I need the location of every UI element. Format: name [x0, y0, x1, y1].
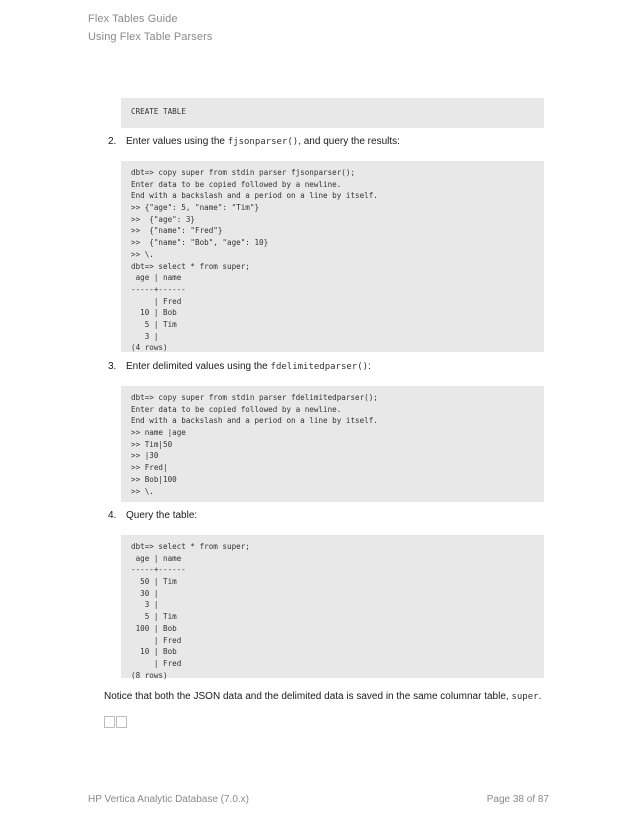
code-line: 100 | Bob: [131, 623, 177, 633]
section-title: Using Flex Table Parsers: [88, 31, 213, 43]
footer-product: HP Vertica Analytic Database (7.0.x): [88, 794, 250, 805]
step-text: Query the table:: [126, 510, 198, 521]
note-code: super: [511, 692, 539, 702]
note-text: Notice that both the JSON data and the delimited data is saved in the same columnar table,: [104, 691, 512, 702]
code-line: Enter data to be copied followed by a newline.: [131, 179, 342, 189]
code-line: dbt=> select * from super;: [131, 261, 250, 271]
step-text-end: , and query the results:: [298, 136, 400, 147]
code-block-fjsonparser: [121, 161, 544, 352]
code-line: End with a backslash and a period on a line by itself.: [131, 416, 378, 426]
step-text: Enter values using the: [126, 136, 228, 147]
empty-table-placeholder: [104, 716, 128, 728]
code-line: >> {"name": "Fred"}: [131, 226, 223, 236]
code-line: >> \.: [131, 249, 154, 259]
footer-page-number: Page 38 of 87: [486, 794, 549, 805]
step-number: 4.: [108, 510, 117, 521]
code-line: 3 |: [131, 600, 159, 610]
step-code: fjsonparser(): [227, 137, 299, 147]
step-number: 3.: [108, 361, 117, 372]
code-block-fdelimitedparser: [121, 386, 544, 502]
code-line: | Fred: [131, 658, 182, 668]
code-line: -----+------: [131, 565, 186, 575]
code-line: dbt=> copy super from stdin parser fdelimitedparser();: [131, 393, 378, 402]
code-line: >> Fred|: [131, 463, 168, 473]
step-2: [108, 136, 400, 147]
code-line: | Fred: [131, 296, 182, 306]
code-line: >> {"age": 5, "name": "Tim"}: [131, 203, 260, 213]
step-text-end: :: [368, 361, 371, 372]
code-line: >> |30: [131, 451, 159, 461]
code-line: >> name |age: [131, 428, 186, 438]
note-paragraph: [104, 691, 541, 702]
code-line: 5 | Tim: [131, 612, 177, 622]
code-line: Enter data to be copied followed by a newline.: [131, 404, 342, 414]
step-text: Enter delimited values using the: [126, 361, 271, 372]
code-line: >> {"name": "Bob", "age": 10}: [131, 238, 269, 248]
code-block-create-table: [121, 98, 544, 128]
code-line: >> Bob|100: [131, 474, 177, 484]
code-line: 3 |: [131, 331, 159, 341]
code-block-select: [121, 535, 544, 678]
code-line: | Fred: [131, 635, 182, 645]
code-line: 30 |: [131, 588, 159, 598]
code-line: End with a backslash and a period on a line by itself.: [131, 191, 378, 201]
code-line: (4 rows): [131, 343, 168, 353]
empty-cell: [104, 716, 115, 728]
code-line: CREATE TABLE: [131, 107, 186, 116]
step-code: fdelimitedparser(): [270, 362, 369, 372]
code-line: 5 | Tim: [131, 319, 177, 329]
code-line: dbt=> copy super from stdin parser fjsonparser();: [131, 168, 356, 177]
note-text-end: .: [538, 691, 542, 702]
code-line: (8 rows): [131, 670, 168, 680]
step-3: [108, 361, 371, 372]
code-line: 10 | Bob: [131, 308, 177, 318]
code-line: age | name: [131, 273, 182, 283]
step-number: 2.: [108, 136, 117, 147]
code-line: >> {"age": 3}: [131, 214, 196, 224]
code-line: -----+------: [131, 284, 186, 294]
document-title: Flex Tables Guide: [88, 13, 178, 25]
empty-cell: [116, 716, 127, 728]
code-line: >> \.: [131, 486, 154, 496]
code-line: 10 | Bob: [131, 647, 177, 657]
code-line: >> Tim|50: [131, 439, 173, 449]
code-line: age | name: [131, 553, 182, 563]
code-line: 50 | Tim: [131, 577, 177, 587]
step-4: [108, 510, 197, 521]
code-line: dbt=> select * from super;: [131, 542, 250, 551]
